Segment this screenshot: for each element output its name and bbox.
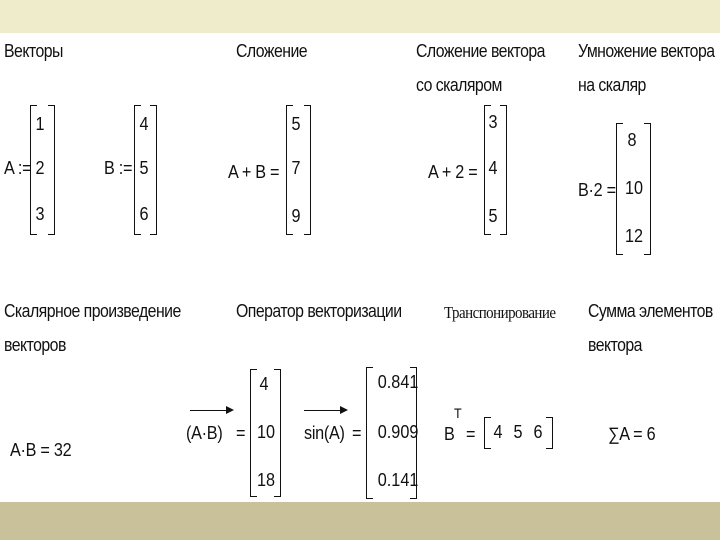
sum-expression: ∑A = 6 bbox=[608, 424, 656, 444]
vectorize-cell-1: 18 bbox=[256, 470, 276, 490]
add-scalar-cell: 5 bbox=[488, 206, 498, 226]
add-scalar-cell: 4 bbox=[488, 158, 498, 178]
heading-dot-line1: Скалярное произведение bbox=[4, 301, 181, 321]
heading-sum-line1: Сумма элементов bbox=[588, 301, 713, 321]
dot-product-expression: A·B = 32 bbox=[10, 440, 72, 460]
heading-add-scalar-line2: со скаляром bbox=[416, 75, 502, 95]
vector-b-cell: 6 bbox=[139, 204, 149, 224]
vectorize-expression-2: sin(A) bbox=[304, 423, 345, 443]
heading-vectorize: Оператор векторизации bbox=[236, 301, 402, 321]
transpose-base: B bbox=[444, 424, 455, 444]
slide-content bbox=[0, 33, 720, 502]
addition-cell: 7 bbox=[291, 158, 301, 178]
vectorize-arrow-line bbox=[190, 410, 228, 411]
mul-scalar-label: B·2 = bbox=[578, 180, 616, 200]
transpose-superscript: T bbox=[454, 405, 462, 421]
vector-a-cell: 3 bbox=[35, 204, 45, 224]
vectorize-expression-1: (A·B) bbox=[186, 423, 223, 443]
mul-scalar-cell: 8 bbox=[627, 130, 637, 150]
addition-label: A + B = bbox=[228, 162, 280, 182]
vector-a-cell: 1 bbox=[35, 114, 45, 134]
vectorize-equals-2: = bbox=[352, 423, 362, 443]
vectorize-arrow-head-2 bbox=[340, 406, 348, 414]
vectorize-left-bracket-2 bbox=[366, 367, 373, 499]
vectorize-arrow-line-2 bbox=[304, 410, 342, 411]
heading-mul-scalar-line1: Умножение вектора bbox=[578, 41, 715, 61]
addition-cell: 5 bbox=[291, 114, 301, 134]
vectorize-equals-1: = bbox=[236, 423, 246, 443]
vector-b-cell: 4 bbox=[139, 114, 149, 134]
heading-add-scalar-line1: Сложение вектора bbox=[416, 41, 545, 61]
heading-addition: Сложение bbox=[236, 41, 308, 61]
top-band bbox=[0, 0, 720, 33]
mul-scalar-cell: 10 bbox=[624, 178, 644, 198]
mul-scalar-cell: 12 bbox=[624, 226, 644, 246]
heading-vectors: Векторы bbox=[4, 41, 63, 61]
vector-b-cell: 5 bbox=[139, 158, 149, 178]
vectorize-cell-1: 4 bbox=[259, 374, 269, 394]
vector-a-cell: 2 bbox=[35, 158, 45, 178]
heading-sum-line2: вектора bbox=[588, 335, 642, 355]
vectorize-cell-1: 10 bbox=[256, 422, 276, 442]
add-scalar-cell: 3 bbox=[488, 112, 498, 132]
bottom-band bbox=[0, 502, 720, 540]
vectorize-cell-2: 0.141 bbox=[377, 470, 419, 490]
vectorize-arrow-head bbox=[226, 406, 234, 414]
heading-dot-line2: векторов bbox=[4, 335, 66, 355]
vectorize-cell-2: 0.841 bbox=[377, 372, 419, 392]
heading-transpose: Транспонирование bbox=[444, 303, 556, 322]
vector-b-label: B := bbox=[104, 158, 133, 178]
transpose-equals: = bbox=[466, 424, 476, 444]
vectorize-cell-2: 0.909 bbox=[377, 422, 419, 442]
transpose-cell: 5 bbox=[513, 422, 523, 442]
vector-a-label: A := bbox=[4, 158, 32, 178]
add-scalar-label: A + 2 = bbox=[428, 162, 478, 182]
mul-scalar-right-bracket bbox=[644, 123, 651, 255]
heading-mul-scalar-line2: на скаляр bbox=[578, 75, 646, 95]
addition-cell: 9 bbox=[291, 206, 301, 226]
transpose-cell: 4 bbox=[493, 422, 503, 442]
transpose-cell: 6 bbox=[533, 422, 543, 442]
